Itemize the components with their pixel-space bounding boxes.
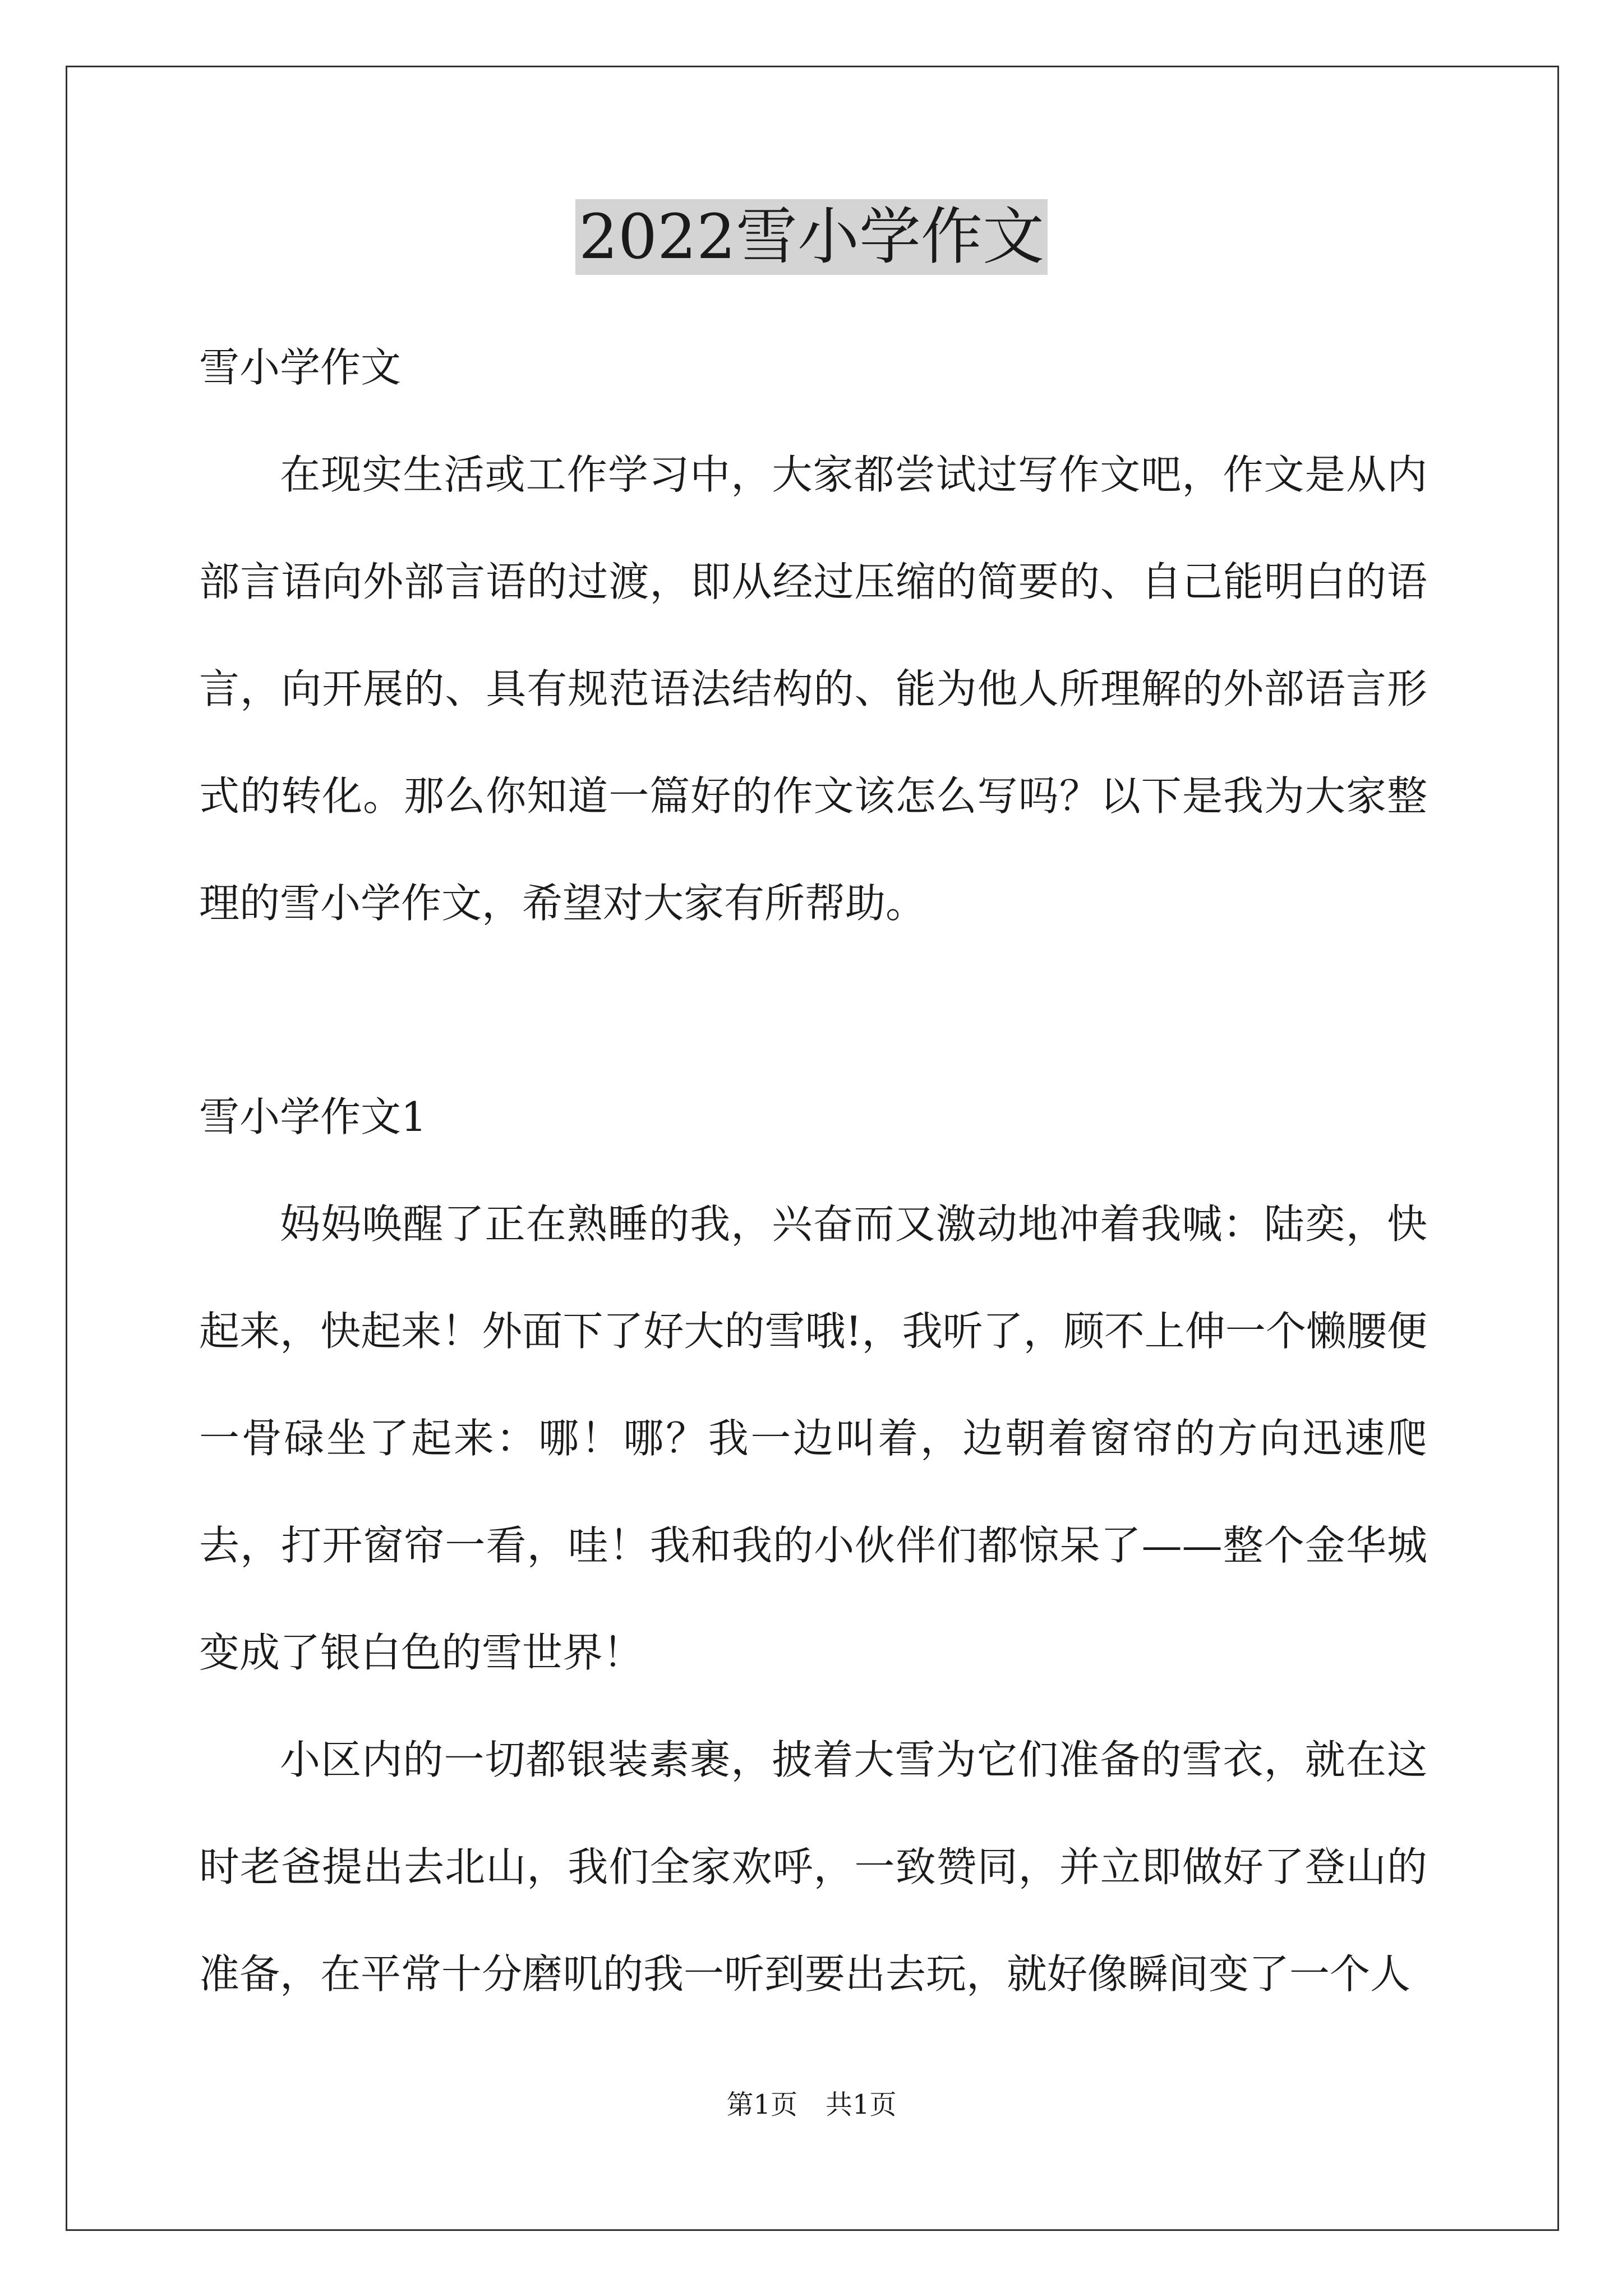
page-footer [0,2088,1623,2122]
section-spacer [199,957,1427,1064]
document-body [199,314,1427,2028]
section-heading: 雪小学作文1 [199,1093,427,1140]
page-number-total: 共1页 [826,2089,897,2120]
body-paragraph-2: 小区内的一切都银装素裹，披着大雪为它们准备的雪衣，就在这时老爸提出去北山，我们全家欢呼，一致赞同，并立即做好了登山的准备，在平常十分磨叽的我一听到要出去玩，就好像瞬间变了一个人 [199,1736,1427,1998]
intro-heading: 雪小学作文 [199,344,402,391]
intro-paragraph: 在现实生活或工作学习中，大家都尝试过写作文吧，作文是从内部言语向外部言语的过渡，即从经过压缩的简要的、自己能明白的语言，向开展的、具有规范语法结构的、能为他人所理解的外部语言形式的转化。那么你知道一篇好的作文该怎么写吗？以下是我为大家整理的雪小学作文，希望对大家有所帮助。 [199,451,1427,927]
body-paragraph-1: 妈妈唤醒了正在熟睡的我，兴奋而又激动地冲着我喊：陆奕，快起来，快起来！外面下了好大的雪哦!，我听了，顾不上伸一个懒腰便一骨碌坐了起来：哪！哪？我一边叫着，边朝着窗帘的方向迅速爬去，打开窗帘一看，哇！我和我的小伙伴们都惊呆了——整个金华城变成了银白色的雪世界！ [199,1200,1427,1676]
title-container [0,199,1623,275]
document-title: 2022雪小学作文 [575,199,1048,275]
page-number-current: 第1页 [726,2089,797,2120]
